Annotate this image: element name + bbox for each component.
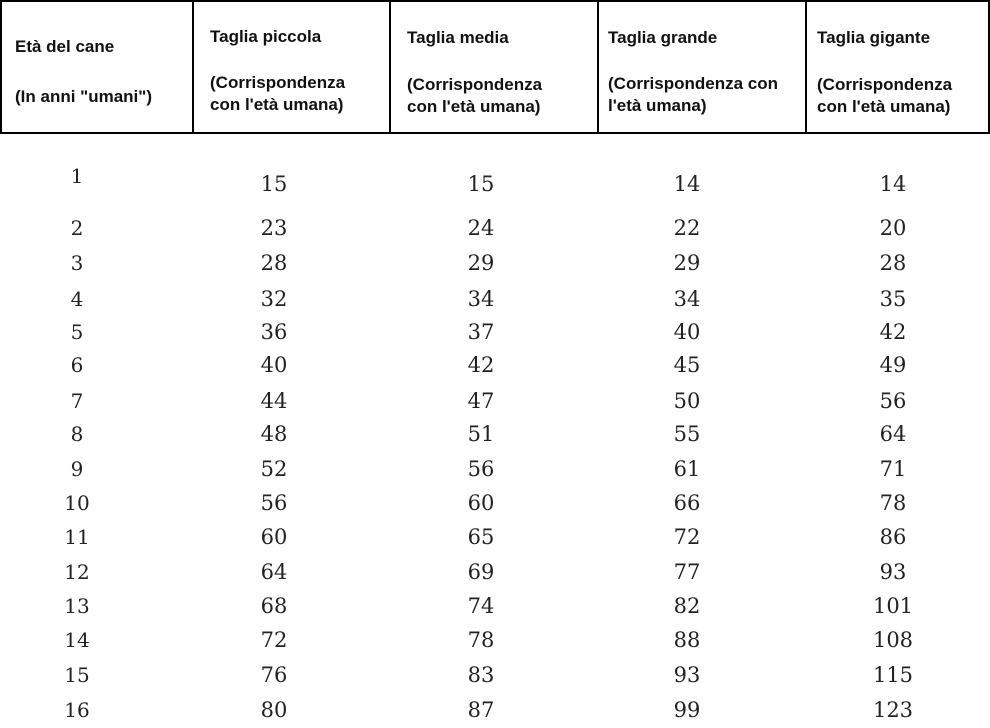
cell-large: 55: [673, 422, 701, 446]
cell-giant: 71: [879, 457, 907, 481]
header-dog-age-title: Età del cane: [15, 37, 115, 56]
cell-medium: 78: [467, 628, 495, 652]
cell-medium: 87: [467, 698, 495, 722]
cell-giant: 101: [872, 594, 914, 618]
cell-medium: 69: [467, 560, 495, 584]
cell-small: 76: [260, 663, 288, 687]
header-dog-age: [2, 2, 193, 134]
header-giant-size-subtitle: (Corrispondenza con l'età umana): [817, 75, 953, 116]
cell-small: 23: [260, 216, 288, 240]
cell-age: 13: [64, 594, 90, 618]
cell-giant: 108: [872, 628, 914, 652]
header-giant-size: [805, 2, 990, 134]
header-large-size: [597, 2, 806, 134]
cell-large: 34: [673, 287, 701, 311]
cell-small: 80: [260, 698, 288, 722]
header-dog-age-subtitle: (In anni "umani"): [15, 87, 153, 106]
cell-age: 7: [70, 389, 84, 413]
cell-small: 36: [260, 320, 288, 344]
cell-age: 9: [70, 457, 84, 481]
cell-medium: 56: [467, 457, 495, 481]
header-large-size-subtitle: (Corrispondenza con l'età umana): [608, 74, 779, 115]
cell-giant: 35: [879, 287, 907, 311]
cell-small: 32: [260, 287, 288, 311]
cell-age: 3: [70, 251, 84, 275]
cell-large: 29: [673, 251, 701, 275]
cell-large: 40: [673, 320, 701, 344]
cell-medium: 29: [467, 251, 495, 275]
cell-small: 48: [260, 422, 288, 446]
cell-large: 45: [673, 353, 701, 377]
cell-medium: 15: [467, 172, 495, 196]
header-medium-size: [389, 2, 598, 134]
column-divider: [805, 2, 807, 134]
cell-small: 40: [260, 353, 288, 377]
cell-small: 64: [260, 560, 288, 584]
cell-medium: 34: [467, 287, 495, 311]
header-large-size-title: Taglia grande: [608, 28, 718, 47]
cell-giant: 86: [879, 525, 907, 549]
header-medium-size-subtitle: (Corrispondenza con l'età umana): [407, 75, 543, 116]
cell-medium: 83: [467, 663, 495, 687]
cell-large: 14: [673, 172, 701, 196]
cell-giant: 78: [879, 491, 907, 515]
cell-giant: 123: [872, 698, 914, 722]
cell-medium: 37: [467, 320, 495, 344]
cell-small: 52: [260, 457, 288, 481]
column-divider: [597, 2, 599, 134]
cell-giant: 115: [872, 663, 914, 687]
cell-large: 22: [673, 216, 701, 240]
cell-small: 60: [260, 525, 288, 549]
cell-large: 93: [673, 663, 701, 687]
cell-small: 44: [260, 389, 288, 413]
cell-giant: 49: [879, 353, 907, 377]
cell-medium: 42: [467, 353, 495, 377]
cell-age: 2: [70, 216, 84, 240]
cell-large: 61: [673, 457, 701, 481]
cell-age: 15: [64, 663, 90, 687]
cell-age: 16: [64, 698, 90, 722]
cell-large: 72: [673, 525, 701, 549]
cell-small: 56: [260, 491, 288, 515]
cell-giant: 56: [879, 389, 907, 413]
cell-age: 5: [70, 320, 84, 344]
cell-small: 68: [260, 594, 288, 618]
cell-giant: 14: [879, 172, 907, 196]
cell-age: 6: [70, 353, 84, 377]
table-header: [0, 0, 990, 134]
header-small-size-title: Taglia piccola: [210, 27, 322, 46]
cell-giant: 42: [879, 320, 907, 344]
cell-medium: 51: [467, 422, 495, 446]
header-small-size: [192, 2, 390, 134]
cell-large: 66: [673, 491, 701, 515]
cell-small: 28: [260, 251, 288, 275]
cell-small: 15: [260, 172, 288, 196]
cell-age: 4: [70, 287, 84, 311]
cell-small: 72: [260, 628, 288, 652]
cell-age: 11: [64, 525, 90, 549]
cell-age: 1: [70, 164, 84, 188]
cell-giant: 28: [879, 251, 907, 275]
cell-medium: 65: [467, 525, 495, 549]
header-giant-size-title: Taglia gigante: [817, 28, 931, 47]
cell-large: 99: [673, 698, 701, 722]
cell-giant: 20: [879, 216, 907, 240]
cell-large: 77: [673, 560, 701, 584]
cell-medium: 24: [467, 216, 495, 240]
cell-age: 8: [70, 422, 84, 446]
column-divider: [192, 2, 194, 134]
cell-medium: 60: [467, 491, 495, 515]
cell-age: 12: [64, 560, 90, 584]
cell-giant: 93: [879, 560, 907, 584]
cell-large: 82: [673, 594, 701, 618]
cell-large: 50: [673, 389, 701, 413]
header-medium-size-title: Taglia media: [407, 28, 509, 47]
cell-giant: 64: [879, 422, 907, 446]
cell-medium: 47: [467, 389, 495, 413]
header-small-size-subtitle: (Corrispondenza con l'età umana): [210, 73, 346, 114]
cell-medium: 74: [467, 594, 495, 618]
cell-large: 88: [673, 628, 701, 652]
cell-age: 10: [64, 491, 90, 515]
column-divider: [389, 2, 391, 134]
cell-age: 14: [64, 628, 90, 652]
